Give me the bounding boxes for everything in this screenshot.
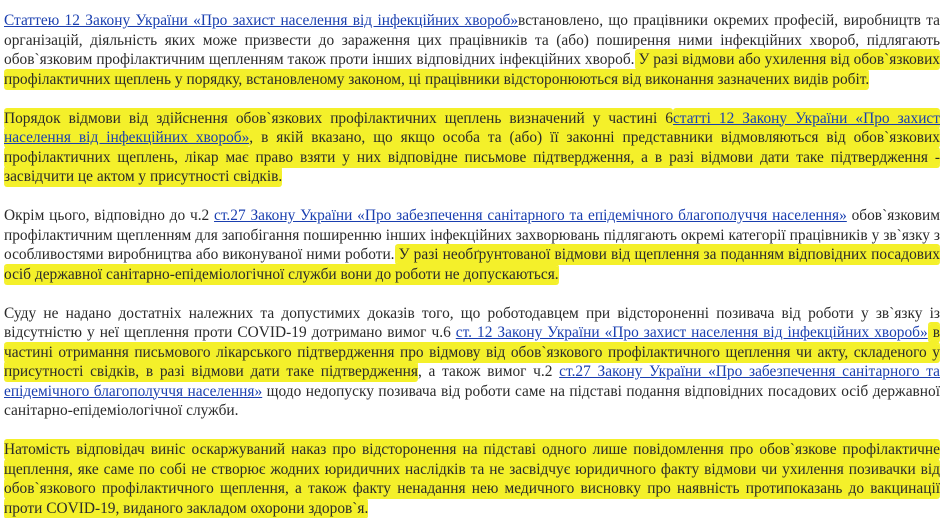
paragraph-5 [4, 440, 940, 518]
law-link-article-27[interactable]: ст.27 Закону України «Про забезпечення санітарного та епідемічного благополуччя населення» [214, 207, 847, 224]
paragraph-spacer [4, 89, 940, 109]
law-link-article-12-second[interactable]: ст. 12 Закону України «Про захист населення від інфекційних хвороб» [455, 324, 928, 341]
paragraph-3-highlight: У разі необґрунтованої відмови від щеплення за поданням відповідних посадових осіб державної санітарно-епідеміологічної служби вони до роботи не допускаються. [4, 246, 940, 283]
paragraph-4-text-start: Суду не надано достатніх належних та допустимих доказів того, що роботодавцем при відстороненні позивача від роботи у зв`язку із відсутністю у неї щеплення проти COVID-19 дотримано вимог ч.6 [4, 304, 940, 341]
paragraph-1-text: встановлено, що працівники окремих професій, виробництв та організацій, діяльність яких може призвести до зараження цих працівників та (або) поширення ними інфекційних хвороб, підлягають обов`язковим профілактичним щепленням також проти інших відповідних інфекційних хвороб. [4, 12, 940, 68]
paragraph-2 [4, 109, 940, 187]
paragraph-3-text-start: Окрім цього, відповідно до ч.2 [4, 207, 215, 224]
paragraph-4 [4, 304, 940, 421]
paragraph-5-highlight: Натомість відповідач виніс оскаржуваний наказ про відсторонення на підставі одного лише повідомлення про обов`язкове профілактичне щеплення, яке саме по собі не створює жодних юридичних наслідків та не засвідчує юридичного факту відмови чи ухилення позивачки від обов`язкового профілактичного щеплення, а також факту ненадання нею медичного висновку про наявність протипоказань до вакцинації проти COVID-19, виданого закладом охорони здоров`я. [4, 441, 940, 517]
paragraph-1-highlight: У разі відмови або ухилення від обов`язкових профілактичних щеплень у порядку, встановленому законом, ці працівники відсторонюються від виконання зазначених видів робіт. [4, 51, 940, 88]
law-link-article-12[interactable]: Статтею 12 Закону України «Про захист населення від інфекційних хвороб» [4, 12, 519, 29]
law-link-article-27-second[interactable]: ст.27 Закону України «Про забезпечення санітарного та епідемічного благополуччя населення» [4, 363, 940, 400]
paragraph-4-highlight: в частині отримання письмового лікарського підтвердження про відмову від обов`язкового профілактичного щеплення чи акту, складеного у присутності свідків, в разі відмови дати таке підтвердження [4, 324, 940, 380]
paragraph-2-highlight-start: Порядок відмови від здійснення обов`язкових профілактичних щеплень визначений у частині 6 [4, 109, 673, 127]
paragraph-3-text-end: обов`язковим профілактичним щепленням для запобігання поширенню інших інфекційних захворювань підлягають окремі категорії працівників у зв`язку з особливостями виробництва або виконуваної ними роботи. [4, 207, 940, 263]
document-body [4, 0, 940, 518]
paragraph-spacer [4, 284, 940, 304]
paragraph-spacer [4, 421, 940, 441]
paragraph-spacer [4, 187, 940, 207]
paragraph-3 [4, 206, 940, 284]
law-link-article-12-part-6[interactable]: статті 12 Закону України «Про захист населення від інфекційних хвороб» [4, 109, 940, 146]
paragraph-4-text-middle: , а також вимог ч.2 [418, 363, 560, 380]
paragraph-4-text-end: щодо недопуску позивача від роботи саме на підставі подання відповідних посадових осіб державної санітарно-епідеміологічної служби. [4, 382, 941, 419]
paragraph-1 [4, 11, 940, 89]
paragraph-2-highlight-end: , в якій вказано, що якщо особа та (або) її законні представники відмовляються від обов`язкових профілактичних щеплень, лікар має право взяти у них відповідне письмове підтвердження, а в разі відмови дати таке підтвердження - засвідчити це актом у присутності свідків. [4, 129, 940, 185]
